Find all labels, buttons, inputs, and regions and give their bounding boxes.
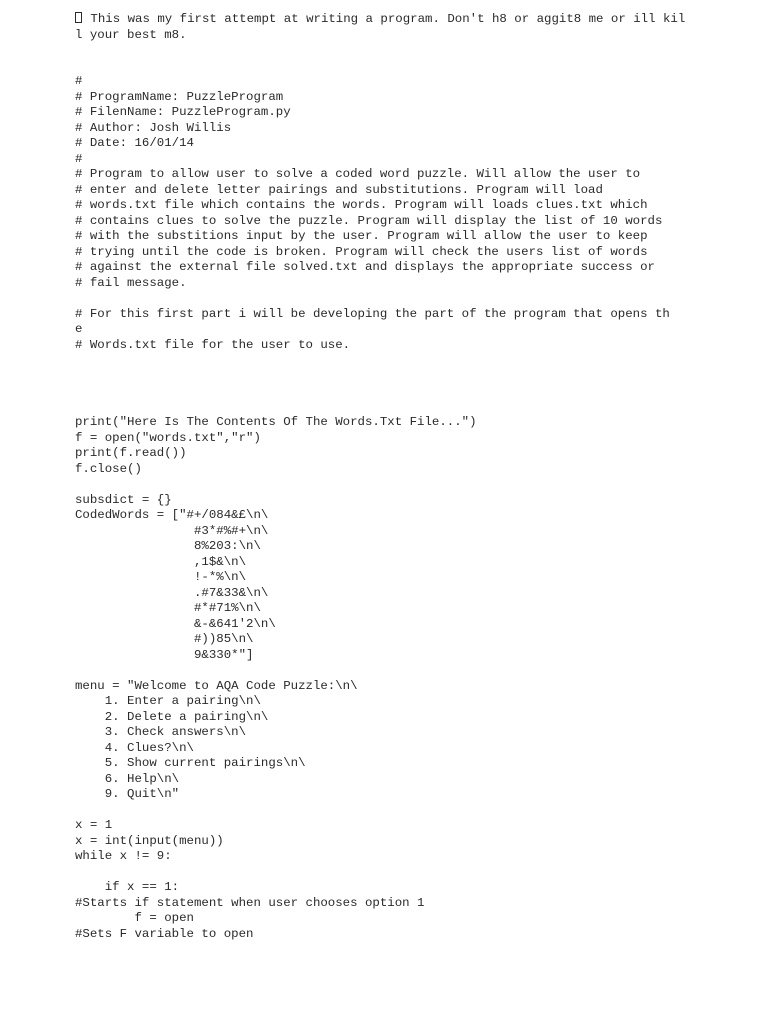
code-line-text: # Date: 16/01/14 bbox=[75, 136, 194, 150]
code-line-text: subsdict = {} bbox=[75, 492, 172, 507]
code-line bbox=[75, 462, 735, 478]
code-line-text: l your best m8. bbox=[75, 27, 187, 42]
code-line-text: print("Here Is The Contents Of The Words.Txt File...") bbox=[75, 415, 477, 429]
code-line bbox=[75, 446, 735, 462]
code-line bbox=[75, 229, 735, 245]
code-line-text: 8%203:\n\ bbox=[75, 539, 261, 553]
code-line-text: x = int(input(menu)) bbox=[75, 833, 224, 848]
code-line-text: # contains clues to solve the puzzle. Program will display the list of 10 words bbox=[75, 213, 663, 228]
code-line-text: 1. Enter a pairing\n\ bbox=[75, 694, 261, 708]
code-line-text: 9&330*"] bbox=[75, 647, 254, 662]
code-line bbox=[75, 756, 735, 772]
code-line bbox=[75, 663, 735, 679]
code-listing bbox=[75, 12, 735, 942]
code-line bbox=[75, 59, 735, 75]
code-line bbox=[75, 772, 735, 788]
code-line bbox=[75, 911, 735, 927]
code-line-text: CodedWords = ["#+/084&£\n\ bbox=[75, 508, 269, 522]
code-line bbox=[75, 787, 735, 803]
code-line-text: 4. Clues?\n\ bbox=[75, 740, 194, 755]
code-line bbox=[75, 834, 735, 850]
code-line-text: 5. Show current pairings\n\ bbox=[75, 756, 306, 770]
code-line bbox=[75, 307, 735, 323]
code-line bbox=[75, 214, 735, 230]
code-line bbox=[75, 524, 735, 540]
code-line-text: e bbox=[75, 322, 83, 336]
code-line bbox=[75, 586, 735, 602]
code-line bbox=[75, 183, 735, 199]
code-line-text: #3*#%#+\n\ bbox=[75, 523, 269, 538]
code-line bbox=[75, 43, 735, 59]
code-line bbox=[75, 508, 735, 524]
code-line bbox=[75, 725, 735, 741]
code-line-text: 9. Quit\n" bbox=[75, 787, 180, 801]
code-line bbox=[75, 12, 735, 28]
code-line bbox=[75, 384, 735, 400]
code-line bbox=[75, 167, 735, 183]
code-line-text: # fail message. bbox=[75, 275, 187, 290]
code-line bbox=[75, 90, 735, 106]
code-line-text: 3. Check answers\n\ bbox=[75, 725, 247, 739]
code-line bbox=[75, 245, 735, 261]
code-line bbox=[75, 260, 735, 276]
code-line bbox=[75, 570, 735, 586]
code-line bbox=[75, 105, 735, 121]
code-line bbox=[75, 338, 735, 354]
code-line bbox=[75, 865, 735, 881]
code-line-text: #))85\n\ bbox=[75, 632, 254, 646]
code-line bbox=[75, 152, 735, 168]
code-line bbox=[75, 601, 735, 617]
code-line bbox=[75, 136, 735, 152]
code-line bbox=[75, 849, 735, 865]
code-line-text: # FilenName: PuzzleProgram.py bbox=[75, 105, 291, 119]
code-line-text: &-&641'2\n\ bbox=[75, 616, 276, 631]
code-line-text: print(f.read()) bbox=[75, 446, 187, 460]
code-line-text: f = open("words.txt","r") bbox=[75, 430, 261, 445]
code-line bbox=[75, 121, 735, 137]
code-line bbox=[75, 28, 735, 44]
code-line bbox=[75, 431, 735, 447]
code-line bbox=[75, 632, 735, 648]
missing-glyph-icon bbox=[75, 12, 82, 23]
code-line bbox=[75, 322, 735, 338]
code-line-text: f.close() bbox=[75, 461, 142, 476]
code-line bbox=[75, 353, 735, 369]
code-line-text: # Words.txt file for the user to use. bbox=[75, 337, 351, 352]
code-line-text: 6. Help\n\ bbox=[75, 771, 180, 786]
code-line-text: # enter and delete letter pairings and substitutions. Program will load bbox=[75, 182, 603, 197]
code-line bbox=[75, 291, 735, 307]
code-line bbox=[75, 617, 735, 633]
code-line-text: menu = "Welcome to AQA Code Puzzle:\n\ bbox=[75, 678, 358, 693]
code-line-text: #Starts if statement when user chooses option 1 bbox=[75, 895, 425, 910]
code-line-text: x = 1 bbox=[75, 818, 113, 832]
code-line-text: # trying until the code is broken. Program will check the users list of words bbox=[75, 244, 648, 259]
code-line-text: .#7&33&\n\ bbox=[75, 585, 269, 600]
code-line bbox=[75, 741, 735, 757]
code-line-text: # bbox=[75, 151, 83, 166]
code-line bbox=[75, 493, 735, 509]
code-line bbox=[75, 400, 735, 416]
code-line-text: #*#71%\n\ bbox=[75, 601, 261, 615]
code-line-text: # Program to allow user to solve a coded word puzzle. Will allow the user to bbox=[75, 167, 641, 181]
code-line bbox=[75, 555, 735, 571]
code-line-text: # Author: Josh Willis bbox=[75, 120, 232, 135]
code-line bbox=[75, 415, 735, 431]
code-line-text: ,1$&\n\ bbox=[75, 554, 247, 569]
code-line bbox=[75, 803, 735, 819]
code-line-text: f = open bbox=[75, 911, 194, 925]
code-line bbox=[75, 927, 735, 943]
code-line bbox=[75, 710, 735, 726]
code-line bbox=[75, 679, 735, 695]
code-line-text: # words.txt file which contains the words. Program will loads clues.txt which bbox=[75, 198, 648, 212]
code-line-text: This was my first attempt at writing a program. Don't h8 or aggit8 me or ill kil bbox=[83, 12, 686, 26]
code-line-text: 2. Delete a pairing\n\ bbox=[75, 709, 269, 724]
code-line bbox=[75, 369, 735, 385]
code-line-text: while x != 9: bbox=[75, 849, 172, 863]
code-line bbox=[75, 896, 735, 912]
code-line-text: #Sets F variable to open bbox=[75, 926, 254, 941]
code-line bbox=[75, 276, 735, 292]
code-line-text: # ProgramName: PuzzleProgram bbox=[75, 89, 284, 104]
code-line bbox=[75, 477, 735, 493]
code-line-text: # For this first part i will be developing the part of the program that opens th bbox=[75, 306, 670, 321]
code-line-text: # bbox=[75, 74, 83, 88]
code-line bbox=[75, 694, 735, 710]
code-line bbox=[75, 74, 735, 90]
code-line bbox=[75, 648, 735, 664]
code-line-text: if x == 1: bbox=[75, 880, 180, 894]
code-line-text: # with the substitions input by the user. Program will allow the user to keep bbox=[75, 229, 648, 243]
code-line-text: !-*%\n\ bbox=[75, 570, 247, 584]
code-line bbox=[75, 818, 735, 834]
code-line bbox=[75, 198, 735, 214]
code-line bbox=[75, 539, 735, 555]
code-line bbox=[75, 880, 735, 896]
code-line-text: # against the external file solved.txt and displays the appropriate success or bbox=[75, 260, 655, 274]
